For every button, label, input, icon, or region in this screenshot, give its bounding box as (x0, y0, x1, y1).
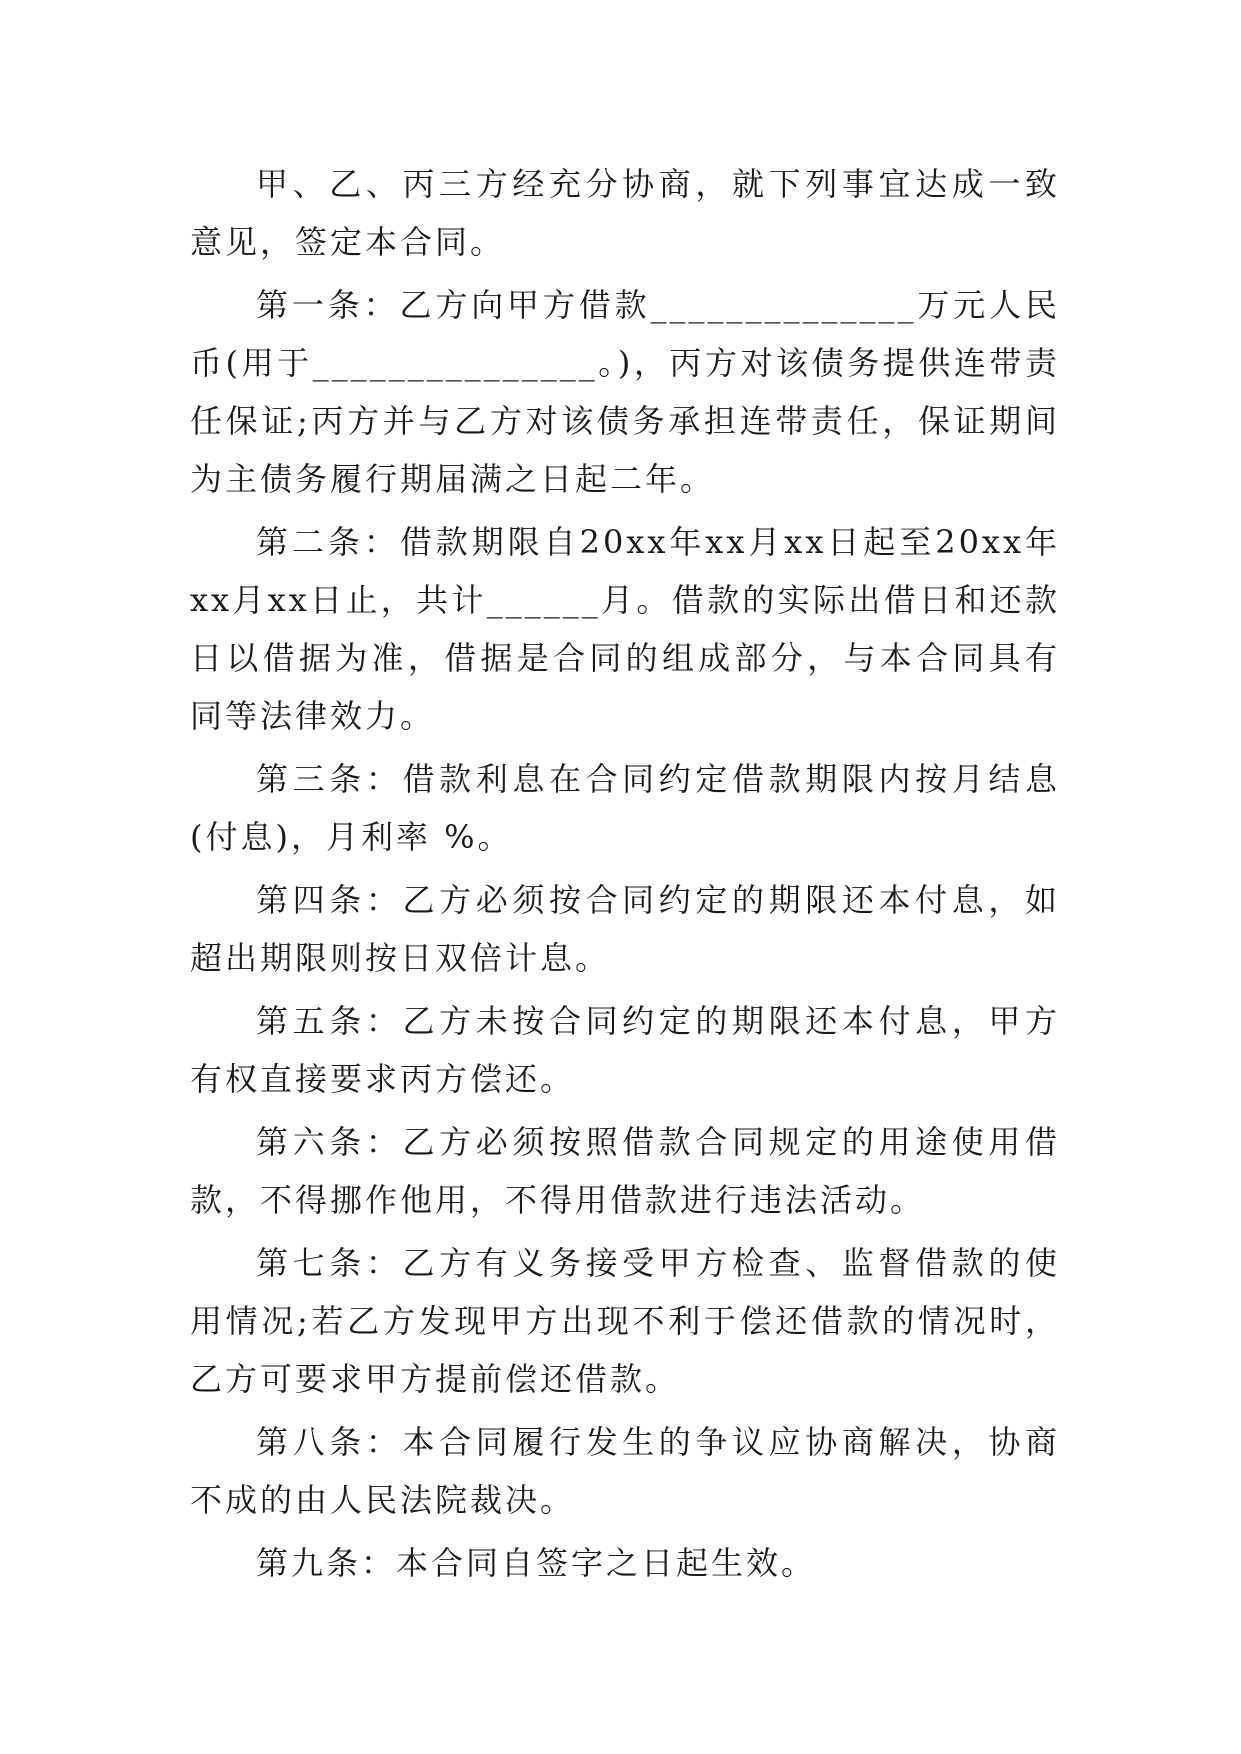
paragraph-article-7: 第七条：乙方有义务接受甲方检查、监督借款的使用情况;若乙方发现甲方出现不利于偿还借款的情况时，乙方可要求甲方提前偿还借款。 (190, 1244, 1060, 1398)
paragraph-article-4: 第四条：乙方必须按合同约定的期限还本付息，如超出期限则按日双倍计息。 (190, 881, 1060, 977)
paragraph-article-5: 第五条：乙方未按合同约定的期限还本付息，甲方有权直接要求丙方偿还。 (190, 1002, 1060, 1098)
paragraph-article-1: 第一条：乙方向甲方借款______________万元人民币(用于_______________。)，丙方对该债务提供连带责任保证;丙方并与乙方对该债务承担连带责任，保证期间为主债务履行期届满之日起二年。 (190, 286, 1060, 498)
paragraph-article-8: 第八条：本合同履行发生的争议应协商解决，协商不成的由人民法院裁决。 (190, 1423, 1060, 1519)
paragraph-article-2: 第二条：借款期限自20xx年xx月xx日起至20xx年xx月xx日止，共计______月。借款的实际出借日和还款日以借据为准，借据是合同的组成部分，与本合同具有同等法律效力。 (190, 523, 1060, 735)
paragraph-article-6: 第六条：乙方必须按照借款合同规定的用途使用借款，不得挪作他用，不得用借款进行违法活动。 (190, 1123, 1060, 1219)
contract-body (190, 155, 1060, 1597)
paragraph-intro: 甲、乙、丙三方经充分协商，就下列事宜达成一致意见，签定本合同。 (190, 165, 1060, 261)
paragraph-article-3: 第三条：借款利息在合同约定借款期限内按月结息(付息)，月利率 %。 (190, 760, 1060, 856)
paragraph-article-9: 第九条：本合同自签字之日起生效。 (256, 1544, 817, 1582)
